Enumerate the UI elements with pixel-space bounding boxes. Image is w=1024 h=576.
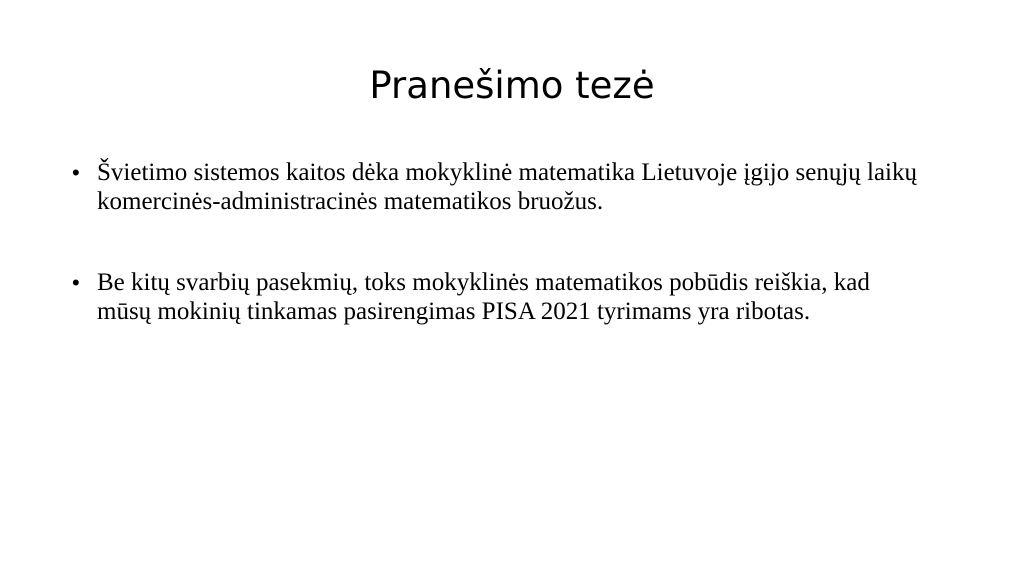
bullet-item xyxy=(70,268,930,326)
bullet-dot-icon: • xyxy=(72,160,80,185)
bullet-text: Be kitų svarbių pasekmių, toks mokyklinės matematikos pobūdis reiškia, kad mūsų mokinių tinkamas pasirengimas PISA 2021 tyrimams yra ribotas. xyxy=(97,269,870,325)
bullet-text: Švietimo sistemos kaitos dėka mokyklinė matematika Lietuvoje įgijo senųjų laikų komercinės-administracinės matematikos bruožus. xyxy=(97,159,918,215)
bullet-list xyxy=(70,158,930,378)
slide-title: Pranešimo tezė xyxy=(369,64,655,107)
bullet-item xyxy=(70,158,930,216)
bullet-dot-icon: • xyxy=(72,270,80,295)
